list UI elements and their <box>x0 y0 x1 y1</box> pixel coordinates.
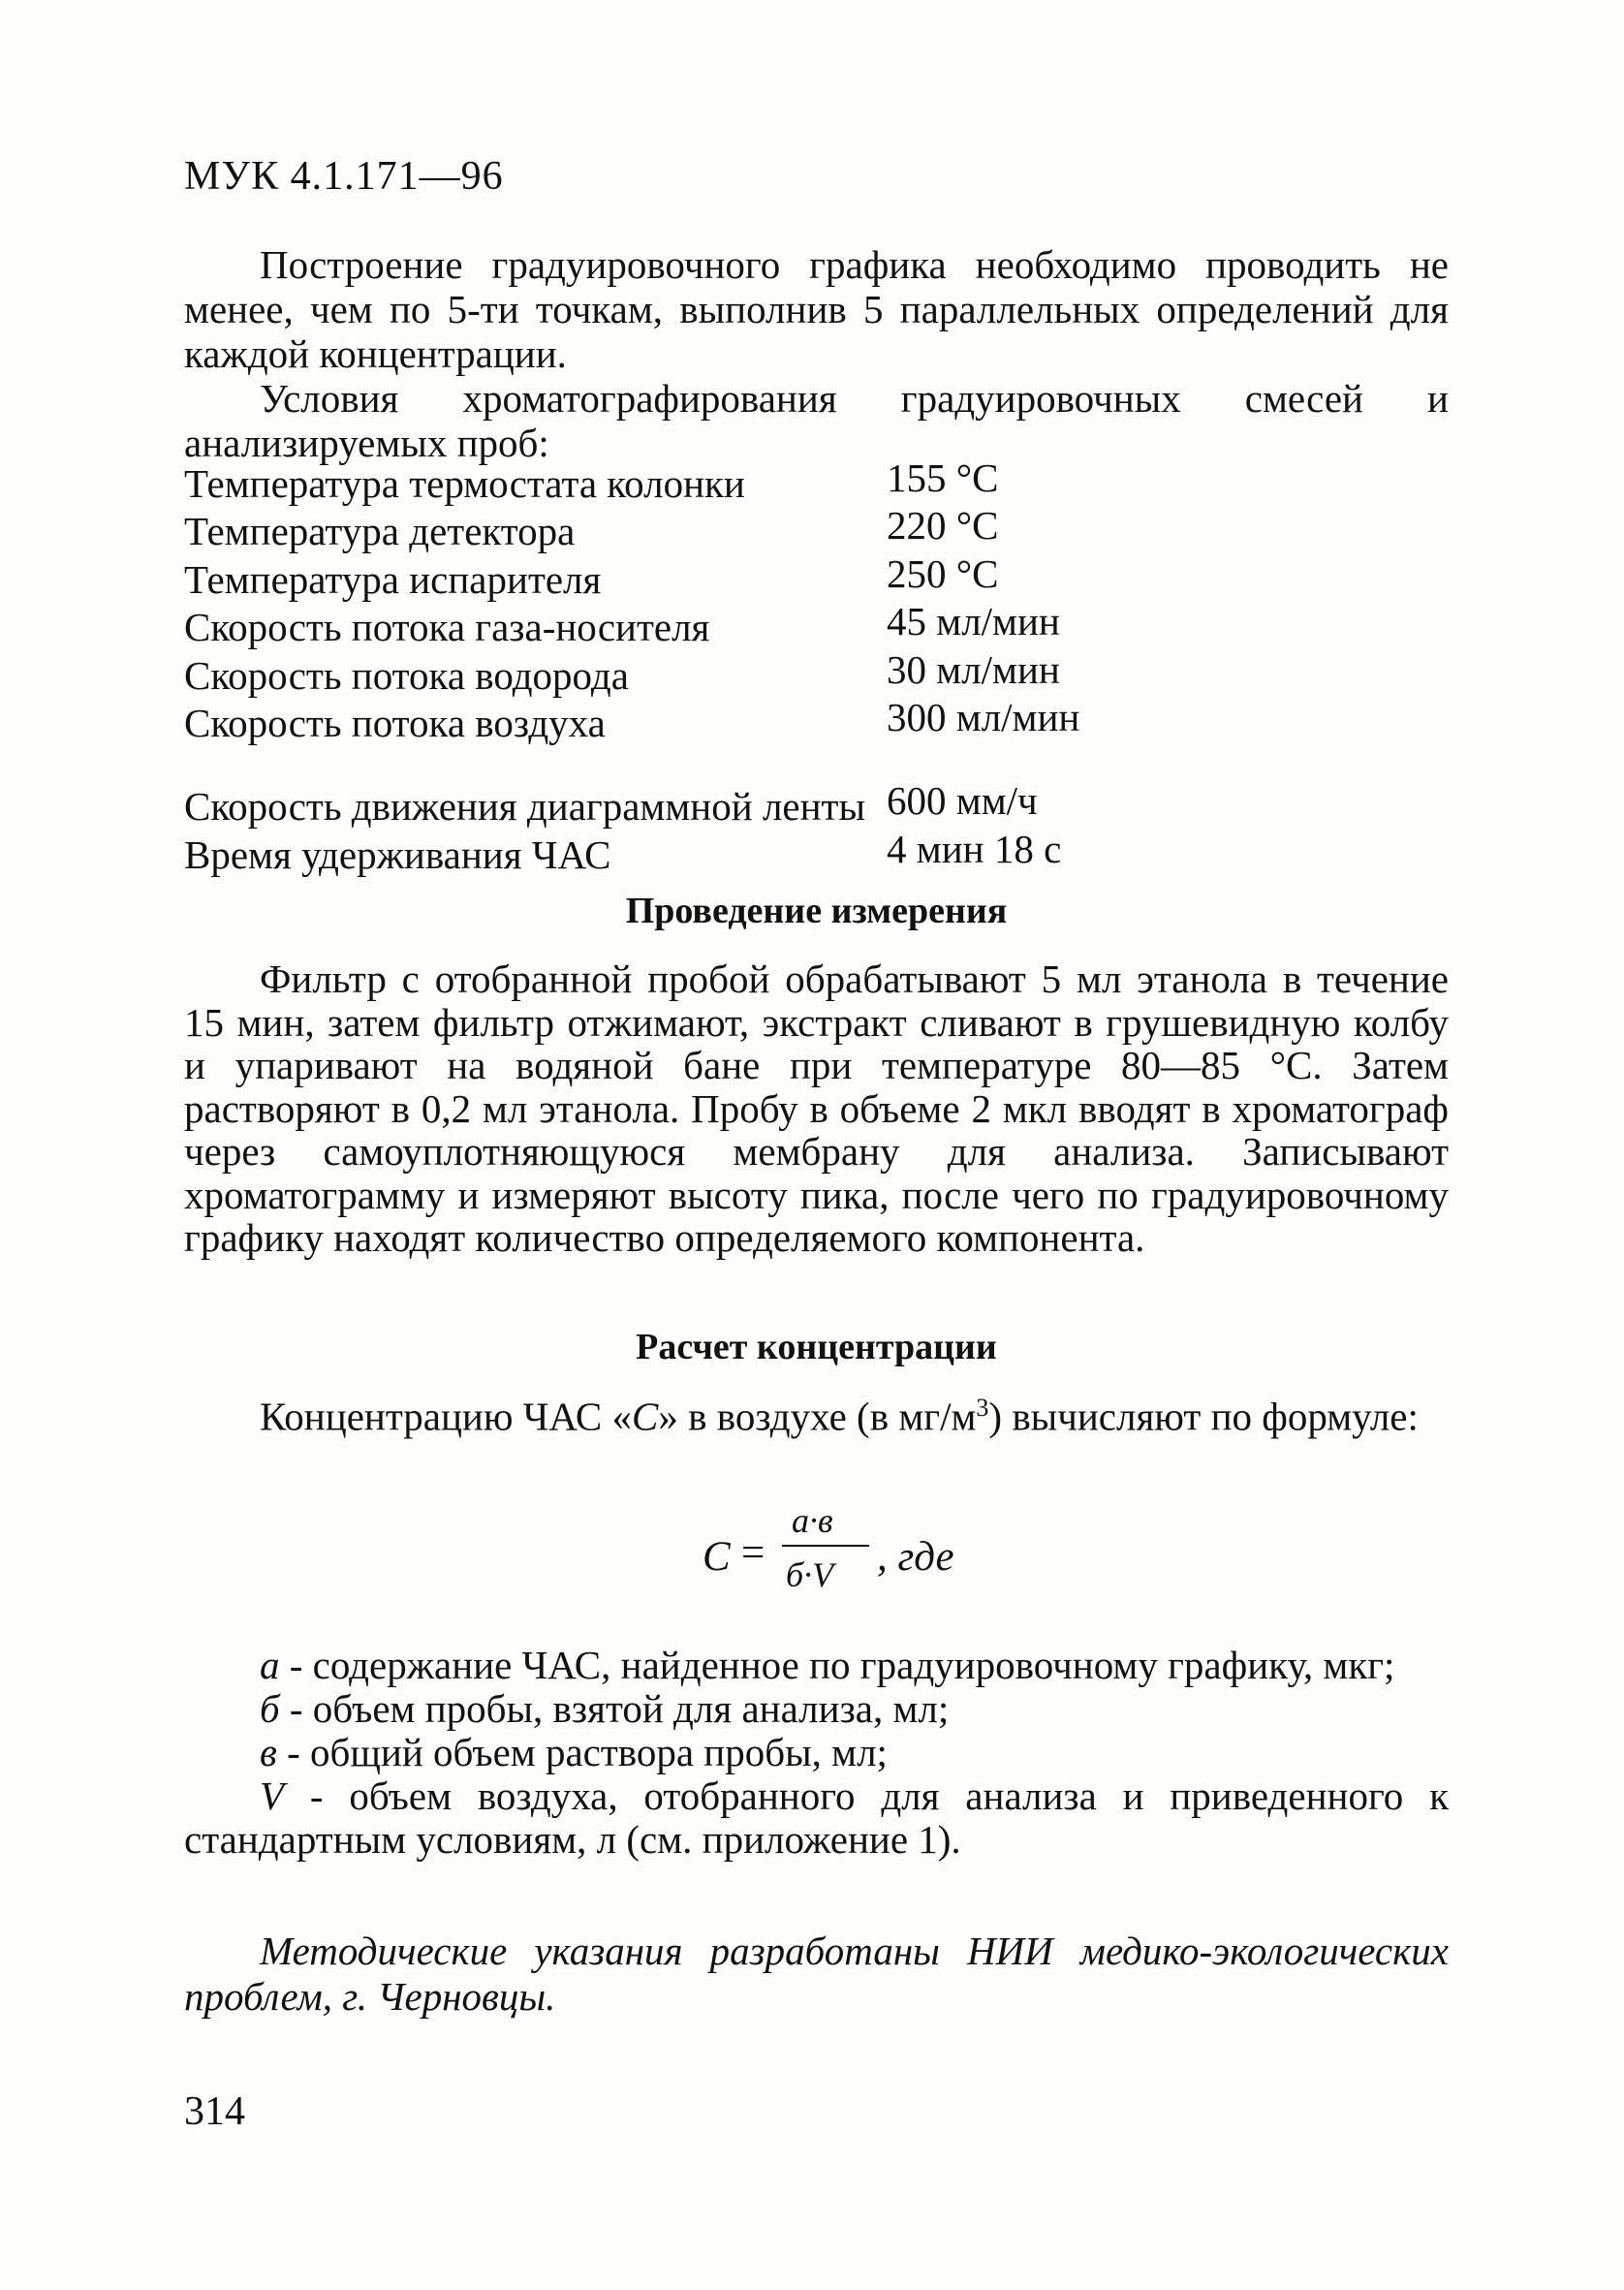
calculation-text <box>184 1386 1449 1439</box>
legend-item <box>184 1774 1449 1862</box>
measurement-text <box>184 957 1449 1260</box>
intro-text <box>184 242 1449 465</box>
concentration-formula <box>703 1500 1148 1616</box>
formula-tail: , где <box>877 1534 954 1580</box>
condition-value: 600 мм/ч <box>887 778 1038 823</box>
document-code: МУК 4.1.171—96 <box>184 154 504 199</box>
legend-item <box>184 1731 1449 1774</box>
condition-value: 30 мл/мин <box>887 646 1060 692</box>
condition-value: 45 мл/мин <box>887 599 1060 643</box>
footnote <box>184 1929 1449 2020</box>
fraction-bar <box>782 1545 869 1547</box>
condition-row <box>184 454 1449 506</box>
footnote-text: Методические указания разработаны НИИ медико-экологических проблем, г. Черновцы. <box>184 1929 1449 2019</box>
legend-text: - объем воздуха, отобранного для анализа и приведенного к стандартным условиям, л (см. приложение 1). <box>184 1773 1449 1862</box>
condition-row <box>184 502 1449 553</box>
calculation-paragraph <box>184 1386 1449 1439</box>
formula-denominator: б·V <box>786 1555 834 1594</box>
condition-row <box>184 598 1449 649</box>
condition-label: Температура термостата колонки <box>184 460 745 506</box>
intro-paragraph-1: Построение градуировочного графика необходимо проводить не менее, чем по 5-ти точкам, выполнив 5 параллельных определений для каждой концентрации. <box>184 242 1449 376</box>
condition-label: Температура детектора <box>184 509 576 553</box>
calc-text-after: » в воздухе (в мг/м <box>658 1394 977 1439</box>
condition-label: Время удерживания ЧАС <box>184 831 611 877</box>
measurement-heading: Проведение измерения <box>625 891 1008 931</box>
measurement-paragraph: Фильтр с отобранной пробой обрабатывают 5 мл этанола в течение 15 мин, затем фильтр отжимают, экстракт сливают в грушевидную колбу и упаривают на водяной бане при температуре 80—85 °С. Затем растворяют в 0,2 мл этанола. Пробу в объеме 2 мкл вводят в хроматограф через самоуплотняющуюся мембрану для анализа. Записывают хроматограмму и измеряют высоту пика, после чего по градуировочному графику находят количество определяемого компонента. <box>184 957 1449 1260</box>
condition-value: 4 мин 18 с <box>887 826 1062 871</box>
legend-text: - объем пробы, взятой для анализа, мл; <box>279 1686 950 1731</box>
calc-text-end: ) вычисляют по формуле: <box>988 1394 1419 1439</box>
formula-equals: = <box>741 1530 765 1576</box>
conditions-table <box>184 454 1449 877</box>
legend-text: - содержание ЧАС, найденное по градуировочному графику, мкг; <box>279 1643 1395 1687</box>
calculation-heading: Расчет концентрации <box>636 1327 997 1367</box>
legend-symbol: б <box>260 1686 280 1731</box>
legend-symbol: а <box>260 1643 280 1687</box>
condition-row <box>184 549 1449 602</box>
formula-numerator: а·в <box>792 1501 833 1540</box>
condition-label: Температура испарителя <box>184 556 602 602</box>
condition-label: Скорость движения диаграммной ленты <box>184 784 866 829</box>
legend-text: - общий объем раствора пробы, мл; <box>276 1730 888 1774</box>
condition-label: Скорость потока воздуха <box>184 701 606 745</box>
page-number: 314 <box>184 2089 245 2134</box>
condition-label: Скорость потока газа-носителя <box>184 605 710 649</box>
condition-value: 155 °C <box>887 455 999 500</box>
intro-paragraph-2: Условия хроматографирования градуировочных смесей и анализируемых проб: <box>184 376 1449 465</box>
formula-lhs: С <box>703 1534 731 1580</box>
condition-row <box>184 694 1449 745</box>
legend-item <box>184 1644 1449 1687</box>
legend-symbol: в <box>260 1730 277 1774</box>
condition-value: 300 мл/мин <box>887 695 1080 739</box>
calc-text-before: Концентрацию ЧАС « <box>260 1394 633 1439</box>
legend-symbol: V <box>260 1773 285 1818</box>
condition-label: Скорость потока водорода <box>184 652 629 698</box>
condition-row <box>184 645 1449 698</box>
formula-legend <box>184 1644 1449 1862</box>
unit-superscript: 3 <box>976 1394 989 1422</box>
condition-value: 220 °C <box>887 503 999 548</box>
condition-value: 250 °C <box>887 550 999 596</box>
legend-item <box>184 1687 1449 1731</box>
concentration-symbol: С <box>632 1394 659 1439</box>
condition-row <box>184 741 1449 829</box>
condition-row <box>184 825 1449 877</box>
